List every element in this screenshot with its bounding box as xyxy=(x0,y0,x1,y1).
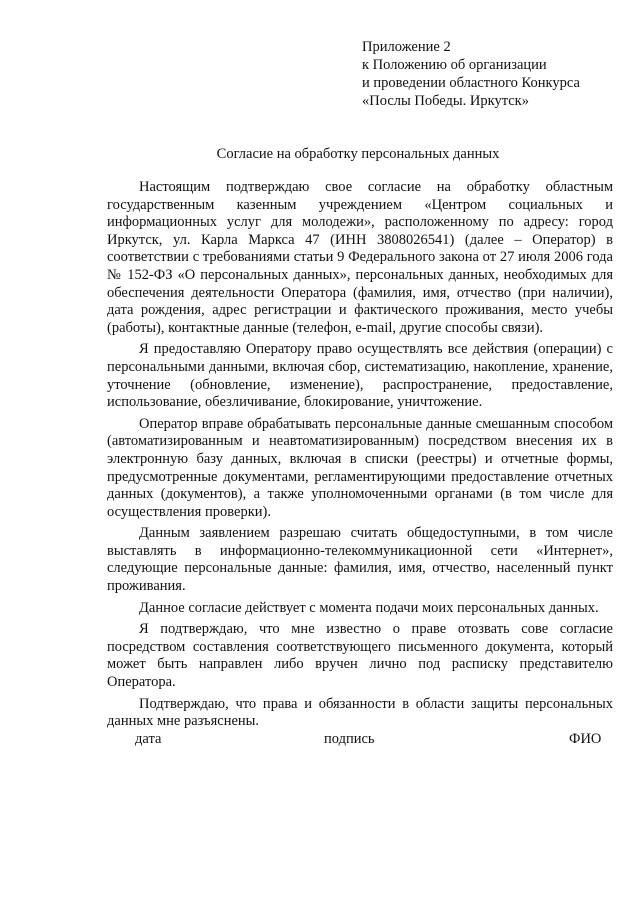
paragraph-operations: Я предоставляю Оператору право осуществлять все действия (операции) с персональными данными, включая сбор, систематизацию, накопление, хранение, уточнение (обновление, изменение), распространение, предоставление, использование, обезличивание, блокирование, уничтожение. xyxy=(107,341,613,411)
appendix-line-2: к Положению об организации xyxy=(362,57,547,73)
document-title: Согласие на обработку персональных данных xyxy=(216,146,500,162)
paragraph-revoke: Я подтверждаю, что мне известно о праве отозвать сове согласие посредством составления соответствующего письменного документа, который может быть направлен либо вручен лично под расписку представителю Оператора. xyxy=(107,621,613,691)
appendix-line-1: Приложение 2 xyxy=(362,39,451,55)
appendix-header xyxy=(362,38,580,110)
appendix-line-3: и проведении областного Конкурса xyxy=(362,75,580,91)
signature-sign-label: подпись xyxy=(324,731,375,747)
appendix-line-4: «Послы Победы. Иркутск» xyxy=(362,93,529,109)
paragraph-rights: Подтверждаю, что права и обязанности в области защиты персональных данных мне разъяснены. xyxy=(107,695,613,730)
paragraph-consent: Настоящим подтверждаю свое согласие на обработку областным государственным казенным учреждением «Центром социальных и информационных услуг для молодежи», расположенному по адресу: город Иркутск, ул. Карла Маркса 47 (ИНН 3808026541) (далее – Оператор) в соответствии с требованиями статьи 9 Федерального закона от 27 июля 2006 года № 152-ФЗ «О персональных данных», персональных данных, необходимых для обеспечения деятельности Оператора (фамилия, имя, отчество (при наличии), дата рождения, адрес регистрации и фактического проживания, место учебы (работы), контактные данные (телефон, e-mail, другие способы связи). xyxy=(107,179,613,336)
signature-fio-label: ФИО xyxy=(569,731,602,747)
paragraph-public-data: Данным заявлением разрешаю считать общедоступными, в том числе выставлять в информационно-телекоммуникационной сети «Интернет», следующие персональные данные: фамилия, имя, отчество, населенный пункт проживания. xyxy=(107,525,613,595)
paragraph-validity: Данное согласие действует с момента подачи моих персональных данных. xyxy=(139,599,599,616)
document-body xyxy=(107,179,613,735)
signature-date-label: дата xyxy=(135,731,162,747)
paragraph-processing: Оператор вправе обрабатывать персональные данные смешанным способом (автоматизированным и неавтоматизированным) посредством внесения их в электронную базу данных, включая в списки (реестры) и отчетные формы, предусмотренные документами, регламентирующими предоставление отчетных данных (документов), а также уполномоченными органами (в том числе для осуществления проверки). xyxy=(107,415,613,520)
